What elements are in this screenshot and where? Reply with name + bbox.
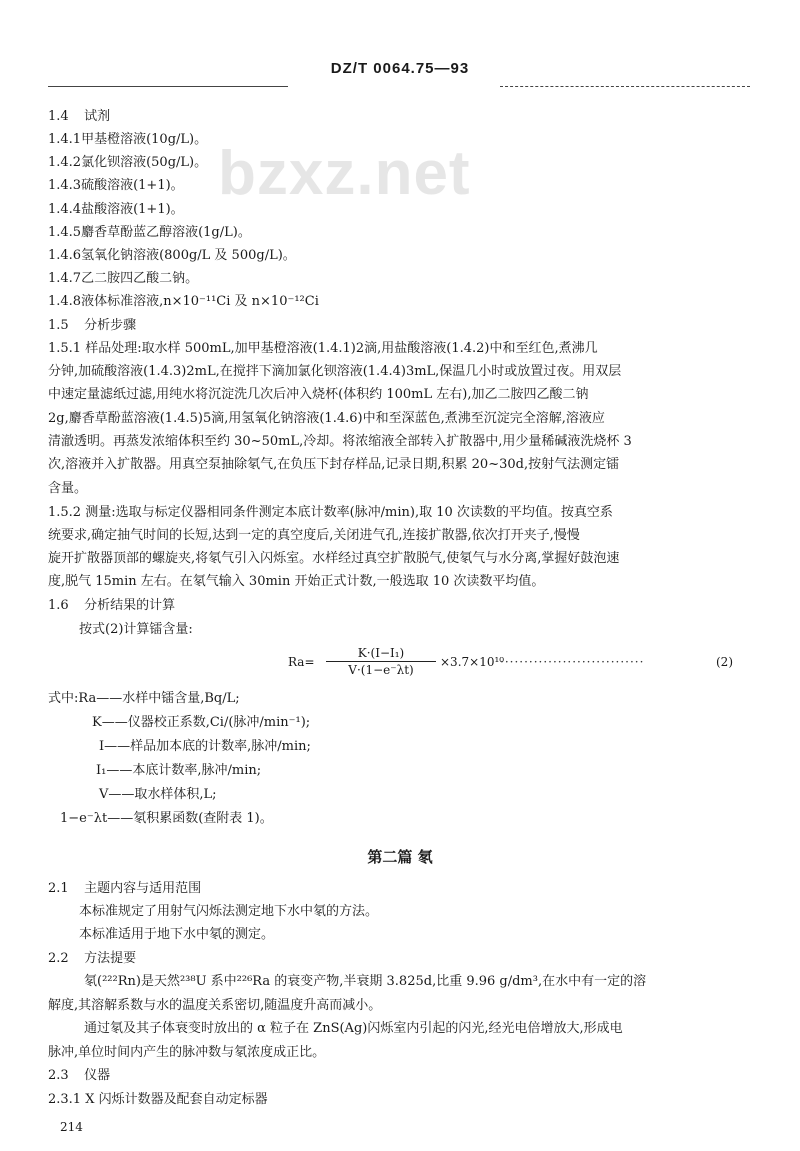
section-heading-1-6 — [48, 597, 758, 614]
section-heading-2-2 — [48, 950, 758, 967]
section-title: X 闪烁计数器及配套自动定标器 — [85, 1092, 268, 1107]
symbol-desc: ——取水样体积,L; — [108, 787, 217, 802]
formula-denominator: V·(1−e⁻λt) — [348, 663, 414, 677]
paragraph-line: 度,脱气 15min 左右。在氡气输入 30min 开始正式计数,一般选取 10 次读数平均值。 — [48, 574, 545, 589]
standard-number-header: DZ/T 0064.75—93 — [330, 60, 470, 77]
item-text: 硫酸溶液(1+1)。 — [81, 178, 184, 193]
section-number: 2.2 — [48, 951, 69, 966]
paragraph-line: 统要求,确定抽气时间的长短,达到一定的真空度后,关闭进气孔,连接扩散器,依次打开夹子,慢慢 — [48, 528, 580, 543]
section-title: 仪器 — [84, 1068, 111, 1083]
item-number: 1.4.6 — [48, 248, 82, 263]
symbol-definition — [99, 786, 217, 803]
item-text: 盐酸溶液(1+1)。 — [81, 202, 184, 217]
symbol: K — [92, 715, 102, 730]
header-rule-left — [48, 86, 288, 87]
paragraph-line: 中速定量滤纸过滤,用纯水将沉淀洗几次后冲入烧杯(体积约 100mL 左右),加乙二胺四乙酸二钠 — [48, 387, 589, 402]
item-text: 氯化钡溶液(50g/L)。 — [81, 155, 208, 170]
calculation-intro: 按式(2)计算镭含量: — [79, 622, 193, 637]
section-title: 分析步骤 — [84, 318, 137, 333]
item-text: 氢氧化钠溶液(800g/L 及 500g/L)。 — [81, 248, 296, 263]
section-heading-2-3 — [48, 1067, 758, 1084]
symbol-definition — [48, 690, 240, 707]
equation-number: (2) — [716, 655, 733, 669]
item-number: 1.4.3 — [48, 178, 82, 193]
item-number: 1.4.1 — [48, 132, 82, 147]
item-text: 甲基橙溶液(10g/L)。 — [81, 132, 208, 147]
symbol-definition — [60, 810, 273, 827]
reagent-item — [48, 201, 758, 218]
item-text: 液体标准溶液,n×10⁻¹¹Ci 及 n×10⁻¹²Ci — [81, 294, 319, 309]
reagent-item — [48, 177, 758, 194]
chapter-title: 第二篇 氡 — [367, 848, 433, 866]
paragraph-line: 脉冲,单位时间内产生的脉冲数与氡浓度成正比。 — [48, 1045, 326, 1060]
section-title: 试剂 — [84, 109, 111, 124]
paragraph-line: 本标准规定了用射气闪烁法测定地下水中氡的方法。 — [79, 904, 379, 919]
section-number: 1.6 — [48, 598, 69, 613]
formula-numerator: K·(I−I₁) — [326, 646, 436, 662]
section-number: 2.3.1 — [48, 1092, 82, 1107]
symbol-definition — [96, 762, 261, 779]
section-number: 2.1 — [48, 881, 69, 896]
paragraph-line: 通过氡及其子体衰变时放出的 α 粒子在 ZnS(Ag)闪烁室内引起的闪光,经光电倍增放大,形成电 — [84, 1021, 623, 1036]
symbol-definition — [92, 714, 310, 731]
paragraph-line: 2g,麝香草酚蓝溶液(1.4.5)5滴,用氢氧化钠溶液(1.4.6)中和至深蓝色,煮沸至沉淀完全溶解,溶液应 — [48, 411, 605, 426]
paragraph-line: 次,溶液并入扩散器。用真空泵抽除氡气,在负压下封存样品,记录日期,积累 20~30d,按射气法测定镭 — [48, 457, 620, 472]
item-text: 麝香草酚蓝乙醇溶液(1g/L)。 — [81, 225, 251, 240]
reagent-item — [48, 131, 758, 148]
symbol-desc: ——氡积累函数(查附表 1)。 — [107, 811, 273, 826]
formula-fraction — [326, 646, 436, 677]
item-number: 1.4.5 — [48, 225, 82, 240]
item-number: 1.4.4 — [48, 202, 82, 217]
header-rule-right — [500, 86, 750, 87]
reagent-item — [48, 293, 758, 310]
formula-multiplier: ×3.7×10¹⁰ — [440, 655, 505, 669]
page-number: 214 — [60, 1120, 83, 1134]
section-heading-1-4 — [48, 108, 758, 125]
section-heading-1-5 — [48, 317, 758, 334]
paragraph-line: 本标准适用于地下水中氡的测定。 — [79, 927, 275, 942]
item-text: 乙二胺四乙酸二钠。 — [81, 271, 199, 286]
section-heading-2-1 — [48, 880, 758, 897]
item-number: 1.4.7 — [48, 271, 82, 286]
paragraph-line: 解度,其溶解系数与水的温度关系密切,随温度升高而减小。 — [48, 998, 382, 1013]
reagent-item — [48, 224, 758, 241]
item-number: 1.4.2 — [48, 155, 82, 170]
formula-leader-dots: ······························ — [500, 655, 645, 669]
formula-lhs: Ra= — [288, 655, 315, 669]
paragraph-line: 清澈透明。再蒸发浓缩体积至约 30~50mL,冷却。将浓缩液全部转入扩散器中,用少量稀碱液洗烧杯 3 — [48, 434, 632, 449]
reagent-item — [48, 270, 758, 287]
section-number: 1.4 — [48, 109, 69, 124]
section-title: 方法提要 — [84, 951, 137, 966]
symbol: I — [99, 739, 105, 754]
symbol: 式中:Ra — [48, 691, 97, 706]
section-title: 主题内容与适用范围 — [84, 881, 202, 896]
section-title: 分析结果的计算 — [84, 598, 176, 613]
section-heading-2-3-1 — [48, 1091, 758, 1108]
section-number: 1.5 — [48, 318, 69, 333]
watermark: bzxz.net — [218, 139, 471, 208]
symbol: I₁ — [96, 763, 107, 778]
symbol-desc: ——仪器校正系数,Ci/(脉冲/min⁻¹); — [101, 715, 311, 730]
symbol: V — [99, 787, 109, 802]
reagent-item — [48, 154, 758, 171]
paragraph-line: 1.5.1 样品处理:取水样 500mL,加甲基橙溶液(1.4.1)2滴,用盐酸溶液(1.4.2)中和至红色,煮沸几 — [48, 341, 598, 356]
symbol-desc: ——本底计数率,脉冲/min; — [106, 763, 262, 778]
symbol-desc: ——样品加本底的计数率,脉冲/min; — [104, 739, 311, 754]
radium-formula — [288, 646, 758, 680]
paragraph-line: 含量。 — [48, 481, 88, 496]
paragraph-line: 分钟,加硫酸溶液(1.4.3)2mL,在搅拌下滴加氯化钡溶液(1.4.4)3mL,保温几小时或放置过夜。用双层 — [48, 364, 622, 379]
reagent-item — [48, 247, 758, 264]
section-number: 2.3 — [48, 1068, 69, 1083]
symbol: 1−e⁻λt — [60, 811, 108, 826]
item-number: 1.4.8 — [48, 294, 82, 309]
paragraph-line: 1.5.2 测量:选取与标定仪器相同条件测定本底计数率(脉冲/min),取 10 次读数的平均值。按真空系 — [48, 505, 613, 520]
symbol-desc: ——水样中镭含量,Bq/L; — [96, 691, 240, 706]
paragraph-line: 旋开扩散器顶部的螺旋夹,将氡气引入闪烁室。水样经过真空扩散脱气,使氡气与水分离,掌握好鼓泡速 — [48, 551, 620, 566]
paragraph-line: 氡(²²²Rn)是天然²³⁸U 系中²²⁶Ra 的衰变产物,半衰期 3.825d,比重 9.96 g/dm³,在水中有一定的溶 — [84, 974, 647, 989]
symbol-definition — [99, 738, 311, 755]
